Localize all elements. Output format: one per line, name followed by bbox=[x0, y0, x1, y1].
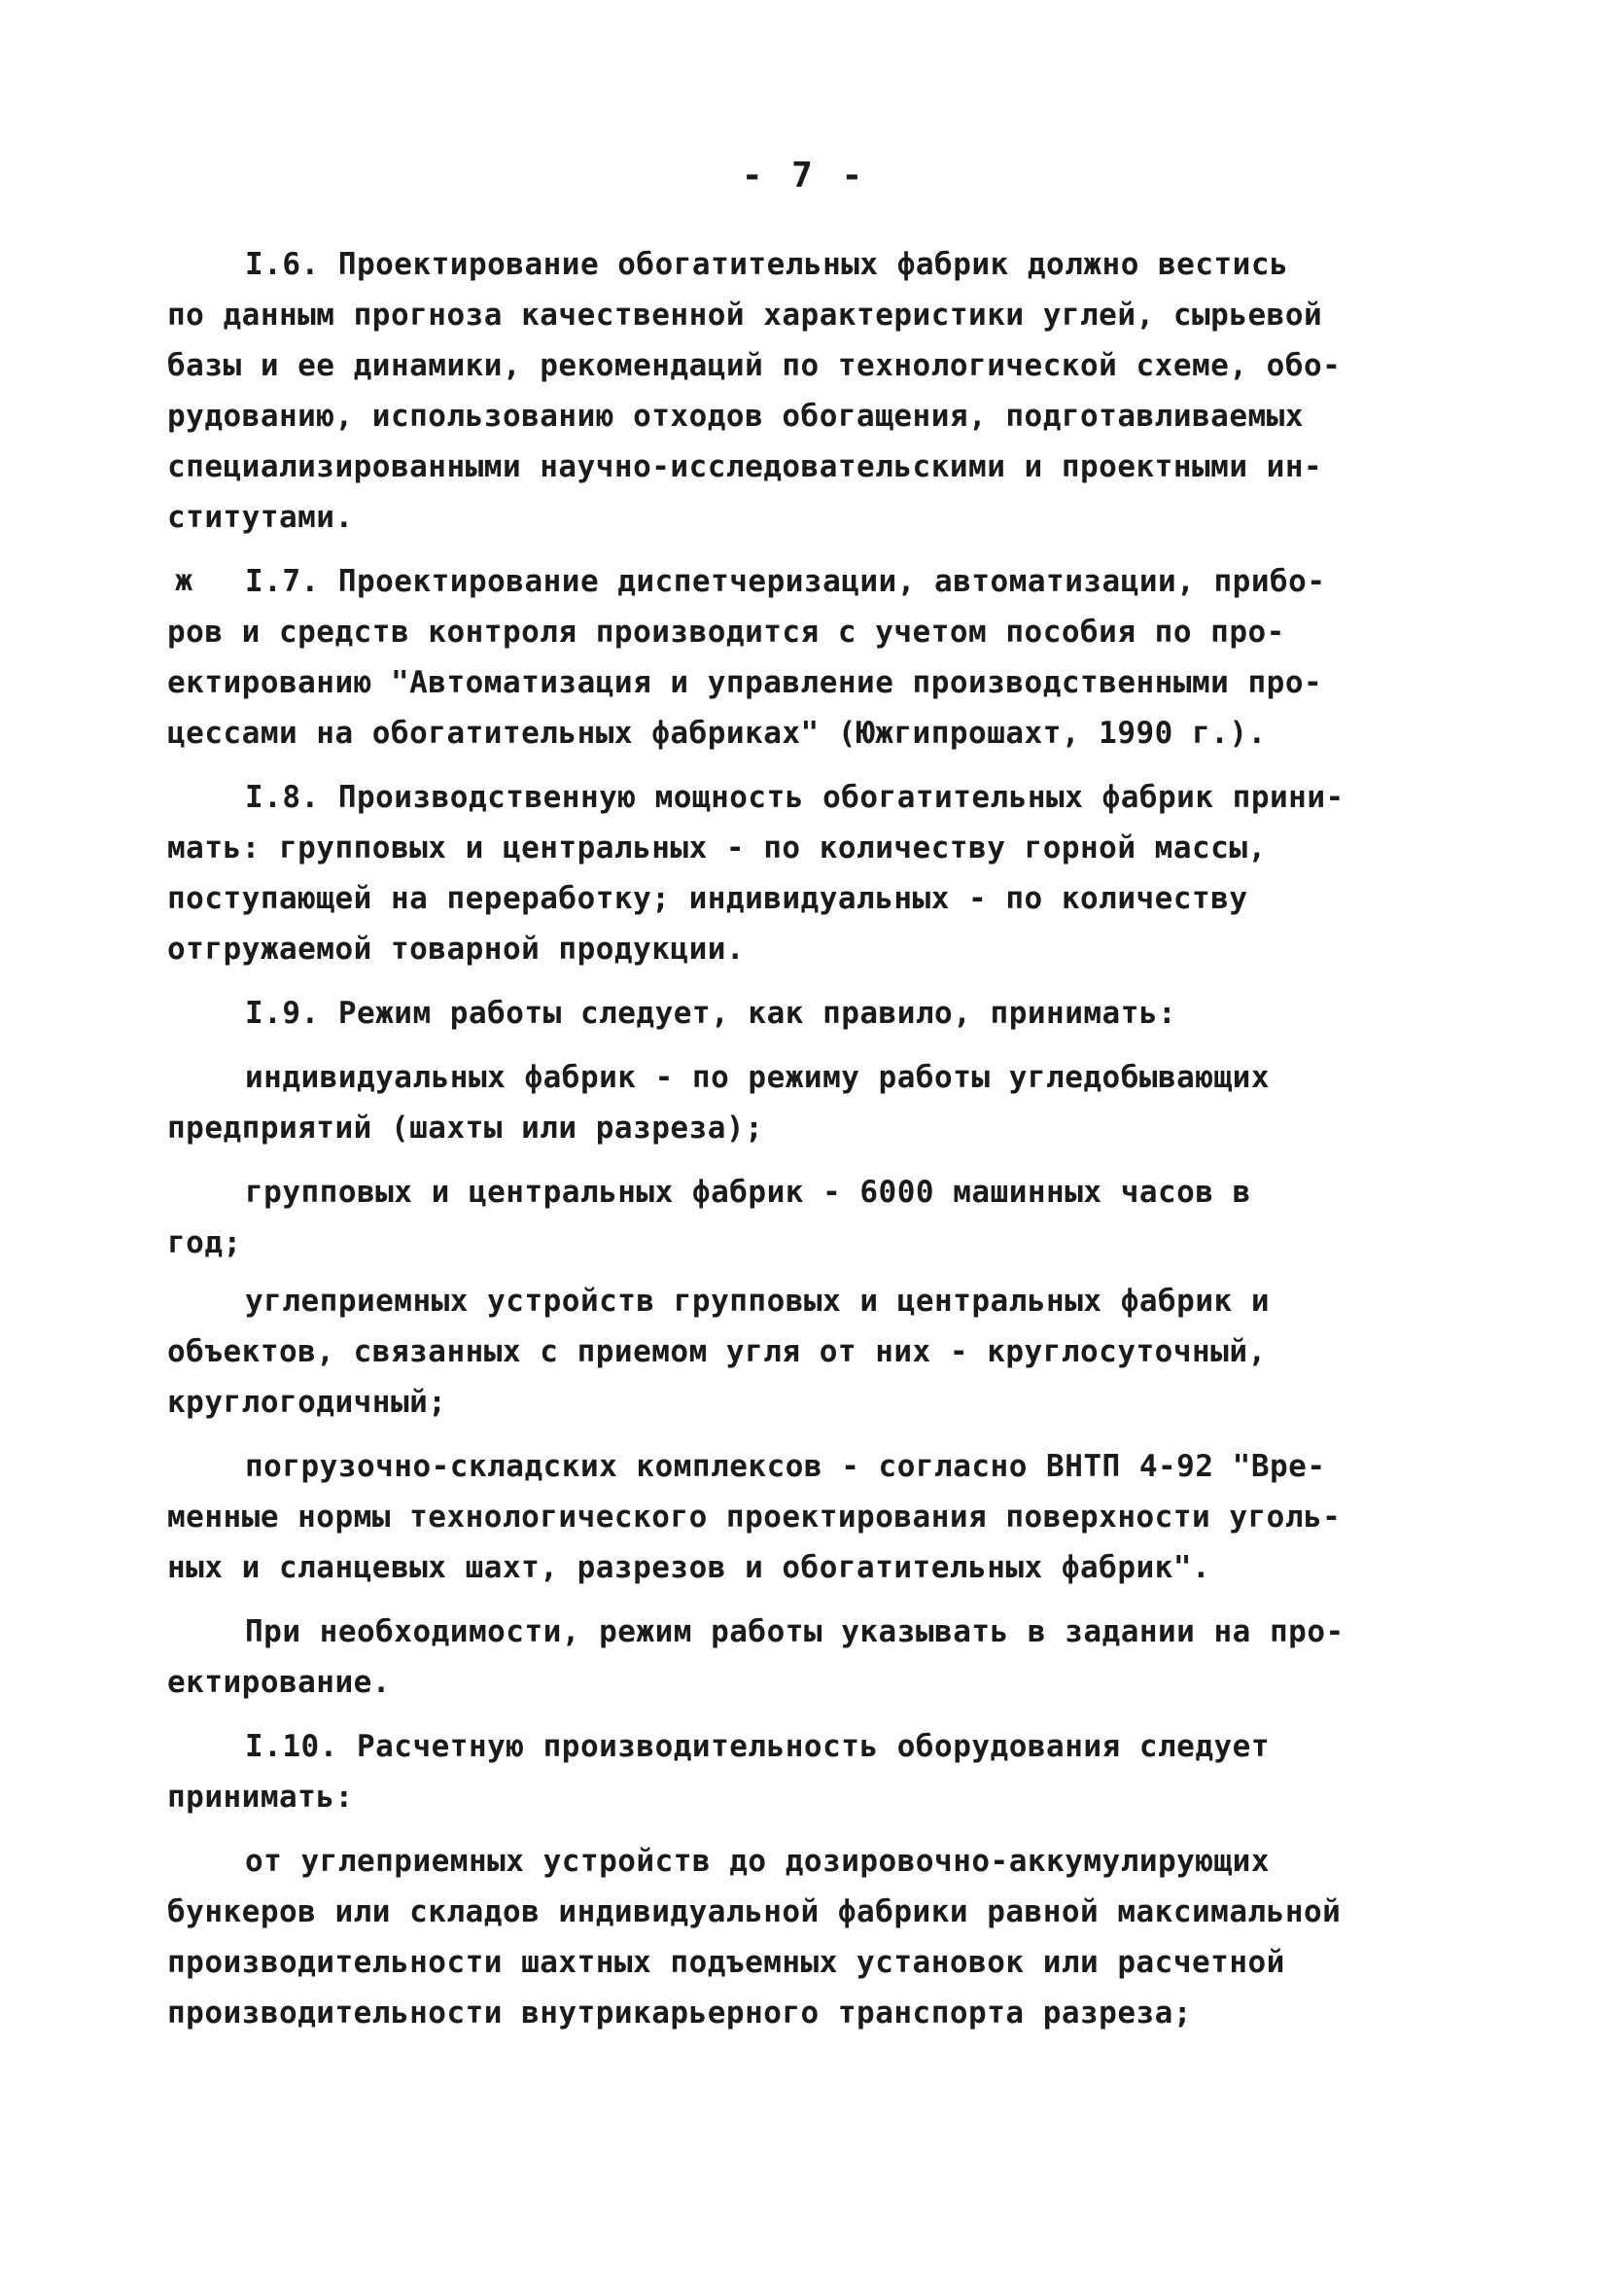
text-line: ектированию "Автоматизация и управление производственными про- bbox=[167, 665, 1323, 700]
text-line: индивидуальных фабрик - по режиму работы угледобывающих bbox=[245, 1060, 1270, 1095]
text-line: ектирование. bbox=[167, 1665, 391, 1700]
text-line: объектов, связанных с приемом угля от них - круглосуточный, bbox=[167, 1334, 1267, 1369]
text-line: предприятий (шахты или разреза); bbox=[167, 1111, 764, 1146]
text-line: погрузочно-складских комплексов - согласно ВНТП 4-92 "Вре- bbox=[245, 1449, 1326, 1484]
text-line: I.8. Производственную мощность обогатительных фабрик прини- bbox=[245, 780, 1345, 815]
text-line: производительности внутрикарьерного транспорта разреза; bbox=[167, 1996, 1192, 2031]
text-line: год; bbox=[167, 1225, 242, 1260]
text-line: ных и сланцевых шахт, разрезов и обогатительных фабрик". bbox=[167, 1550, 1211, 1585]
text-line: цессами на обогатительных фабриках" (Южгипрошахт, 1990 г.). bbox=[167, 716, 1267, 751]
text-line: I.9. Режим работы следует, как правило, принимать: bbox=[245, 996, 1177, 1031]
text-line: групповых и центральных фабрик - 6000 машинных часов в bbox=[245, 1175, 1251, 1210]
text-line: поступающей на переработку; индивидуальных - по количеству bbox=[167, 881, 1248, 916]
text-line: отгружаемой товарной продукции. bbox=[167, 932, 746, 967]
text-line: от углеприемных устройств до дозировочно-аккумулирующих bbox=[245, 1844, 1270, 1879]
text-line: по данным прогноза качественной характеристики углей, сырьевой bbox=[167, 298, 1323, 333]
text-line: принимать: bbox=[167, 1780, 354, 1815]
text-line: базы и ее динамики, рекомендаций по технологической схеме, обо- bbox=[167, 348, 1342, 383]
margin-mark: ж bbox=[175, 564, 193, 598]
text-line: круглогодичный; bbox=[167, 1385, 447, 1420]
text-line: углеприемных устройств групповых и центральных фабрик и bbox=[245, 1284, 1270, 1319]
text-line: I.6. Проектирование обогатительных фабрик должно вестись bbox=[245, 247, 1289, 282]
page-number: - 7 - bbox=[741, 156, 867, 195]
text-line: I.7. Проектирование диспетчеризации, автоматизации, прибо- bbox=[245, 564, 1326, 599]
text-line: ров и средств контроля производится с учетом пособия по про- bbox=[167, 615, 1285, 650]
text-line: I.10. Расчетную производительность оборудования следует bbox=[245, 1729, 1270, 1764]
text-line: производительности шахтных подъемных установок или расчетной bbox=[167, 1945, 1285, 1980]
text-line: При необходимости, режим работы указывать в задании на про- bbox=[245, 1614, 1345, 1649]
text-line: ститутами. bbox=[167, 500, 354, 535]
text-line: специализированными научно-исследовательскими и проектными ин- bbox=[167, 449, 1323, 484]
text-line: бункеров или складов индивидуальной фабрики равной максимальной bbox=[167, 1894, 1342, 1929]
text-line: менные нормы технологического проектирования поверхности уголь- bbox=[167, 1500, 1342, 1535]
text-line: мать: групповых и центральных - по количеству горной массы, bbox=[167, 830, 1267, 865]
text-line: рудованию, использованию отходов обогащения, подготавливаемых bbox=[167, 399, 1304, 434]
